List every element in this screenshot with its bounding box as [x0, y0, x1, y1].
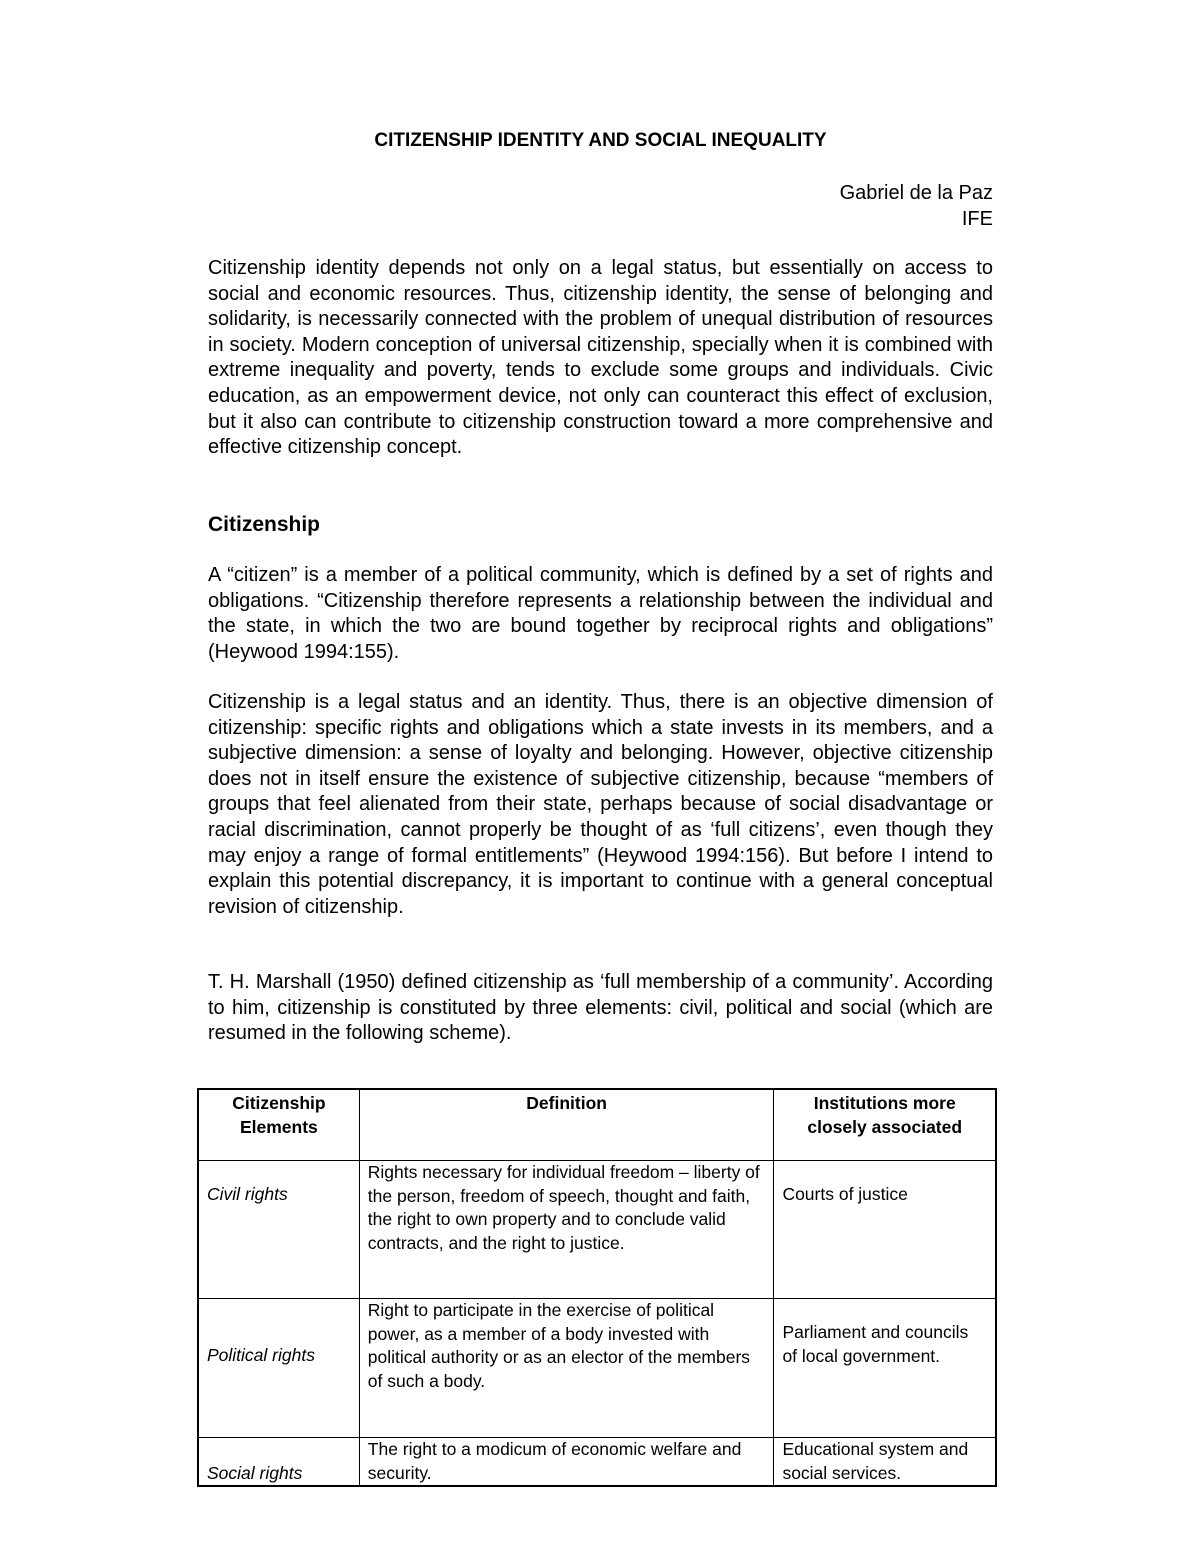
table-row — [198, 1299, 996, 1438]
header-elements: Citizenship Elements — [198, 1089, 359, 1161]
body-paragraph-3: T. H. Marshall (1950) defined citizenship as ‘full membership of a community’. According to him, citizenship is constituted by three elements: civil, political and social (which are resumed in the following scheme). — [208, 971, 993, 1045]
author-block — [840, 180, 993, 232]
row-institutions: Educational system and social services. — [774, 1438, 996, 1487]
document-title: CITIZENSHIP IDENTITY AND SOCIAL INEQUALITY — [374, 130, 827, 151]
section-heading: Citizenship — [208, 513, 321, 536]
table-row — [198, 1161, 996, 1299]
row-element: Civil rights — [198, 1161, 359, 1299]
row-definition: Rights necessary for individual freedom – liberty of the person, freedom of speech, thought and faith, the right to own property and to conclude valid contracts, and the right to justice. — [359, 1161, 774, 1299]
author-affiliation: IFE — [961, 208, 993, 230]
header-definition: Definition — [359, 1089, 774, 1161]
citizenship-elements-table — [197, 1088, 997, 1487]
row-institutions: Parliament and councils of local government. — [774, 1299, 996, 1438]
table-row — [198, 1438, 996, 1487]
row-definition: The right to a modicum of economic welfare and security. — [359, 1438, 774, 1487]
abstract-paragraph: Citizenship identity depends not only on a legal status, but essentially on access to social and economic resources. Thus, citizenship identity, the sense of belonging and solidarity, is necessarily connected with the problem of unequal distribution of resources in society. Modern conception of universal citizenship, specially when it is combined with extreme inequality and poverty, tends to exclude some groups and individuals. Civic education, as an empowerment device, not only can counteract this effect of exclusion, but it also can contribute to citizenship construction toward a more comprehensive and effective citizenship concept. — [208, 257, 993, 459]
body-paragraph-2: Citizenship is a legal status and an identity. Thus, there is an objective dimension of citizenship: specific rights and obligations which a state invests in its members, and a subjective dimension: a sense of loyalty and belonging. However, objective citizenship does not in itself ensure the existence of subjective citizenship, because “members of groups that feel alienated from their state, perhaps because of social disadvantage or racial discrimination, cannot properly be thought of as ‘full citizens’, even though they may enjoy a range of formal entitlements” (Heywood 1994:156). But before I intend to explain this potential discrepancy, it is important to continue with a general conceptual revision of citizenship. — [208, 691, 993, 918]
body-paragraph-1: A “citizen” is a member of a political community, which is defined by a set of rights and obligations. “Citizenship therefore represents a relationship between the individual and the state, in which the two are bound together by reciprocal rights and obligations” (Heywood 1994:155). — [208, 564, 993, 663]
row-element: Social rights — [198, 1438, 359, 1487]
row-element: Political rights — [198, 1299, 359, 1438]
table-header-row — [198, 1089, 996, 1161]
header-institutions: Institutions more closely associated — [774, 1089, 996, 1161]
row-institutions: Courts of justice — [774, 1161, 996, 1299]
author-name: Gabriel de la Paz — [839, 182, 993, 204]
row-definition: Right to participate in the exercise of political power, as a member of a body invested with political authority or as an elector of the members of such a body. — [359, 1299, 774, 1438]
